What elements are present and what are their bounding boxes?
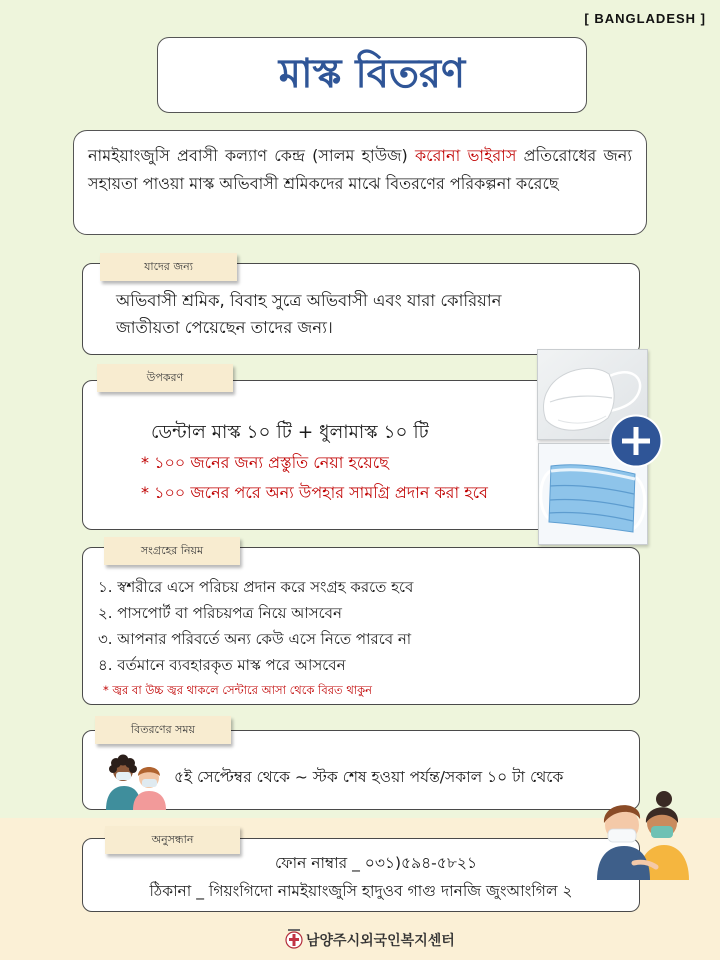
rules-box bbox=[82, 547, 640, 705]
masked-couple-illustration bbox=[594, 783, 690, 880]
rules-tab: সংগ্রহের নিয়ম bbox=[104, 537, 240, 565]
schedule-tab: বিতরণের সময় bbox=[95, 716, 231, 744]
supplies-main: ডেন্টাল মাস্ক ১০ টি + ধুলামাস্ক ১০ টি bbox=[151, 422, 429, 443]
contact-tab: অনুসন্ধান bbox=[105, 826, 240, 854]
intro-text-start: নামইয়াংজুসি প্রবাসী কল্যাণ কেন্দ্র (সালম হাউজ) bbox=[88, 146, 415, 165]
rule-item: ১. স্বশরীরে এসে পরিচয় প্রদান করে সংগ্রহ করতে হবে bbox=[98, 578, 414, 596]
rule-item: ২. পাসপোর্ট বা পরিচয়পত্র নিয়ে আসবেন bbox=[98, 604, 342, 622]
intro-box bbox=[73, 130, 647, 235]
plus-icon bbox=[609, 414, 663, 468]
masked-people-illustration bbox=[103, 752, 167, 810]
center-name: 남양주시외국인복지센터 bbox=[306, 933, 455, 949]
fever-warning: * জ্বর বা উচ্চ জ্বর থাকলে সেন্টারে আসা থেকে বিরত থাকুন bbox=[103, 683, 373, 697]
supplies-tab: উপকরণ bbox=[97, 364, 233, 392]
address: ঠিকানা _ গিয়ংগিদো নামইয়াংজুসি হাদুওব গাগু দানজি জুংআংগিল ২ bbox=[149, 882, 573, 900]
supplies-note: * ১০০ জনের জন্য প্রস্তুতি নেয়া হয়েছে bbox=[141, 453, 389, 472]
rules-list bbox=[98, 574, 413, 678]
rule-item: ৪. বর্তমানে ব্যবহারকৃত মাস্ক পরে আসবেন bbox=[98, 656, 346, 674]
person-right bbox=[133, 767, 166, 810]
supplies-note: * ১০০ জনের পরে অন্য উপহার সামগ্রি প্রদান করা হবে bbox=[141, 483, 488, 502]
eligibility-tab: যাদের জন্য bbox=[100, 253, 237, 281]
phone-number: ফোন নাম্বার _ ০৩১)৫৯৪-৫৮২১ bbox=[274, 854, 478, 872]
page-title: মাস্ক বিতরণ bbox=[278, 50, 466, 97]
country-tag: [ BANGLADESH ] bbox=[584, 11, 706, 26]
center-logo-icon bbox=[285, 928, 303, 950]
rule-item: ৩. আপনার পরিবর্তে অন্য কেউ এসে নিতে পারবে না bbox=[98, 630, 412, 648]
intro-highlight: করোনা ভাইরাস bbox=[414, 146, 517, 165]
title-box bbox=[157, 37, 587, 113]
schedule-text: ৫ই সেপ্টেম্বর থেকে ~ স্টক শেষ হওয়া পর্যন্ত/সকাল ১০ টা থেকে bbox=[174, 768, 564, 786]
eligibility-text: অভিবাসী শ্রমিক, বিবাহ সুত্রে অভিবাসী এবং যারা কোরিয়ান জাতীয়তা পেয়েছেন তাদের জন্য। bbox=[116, 291, 502, 337]
supplies-notes bbox=[141, 448, 488, 508]
intro-text-end: প্রতিরোধের জন্য সহায়তা পাওয়া মাস্ক অভিবাসী শ্রমিকদের মাঝে বিতরণের পরিকল্পনা করেছে bbox=[88, 146, 632, 193]
